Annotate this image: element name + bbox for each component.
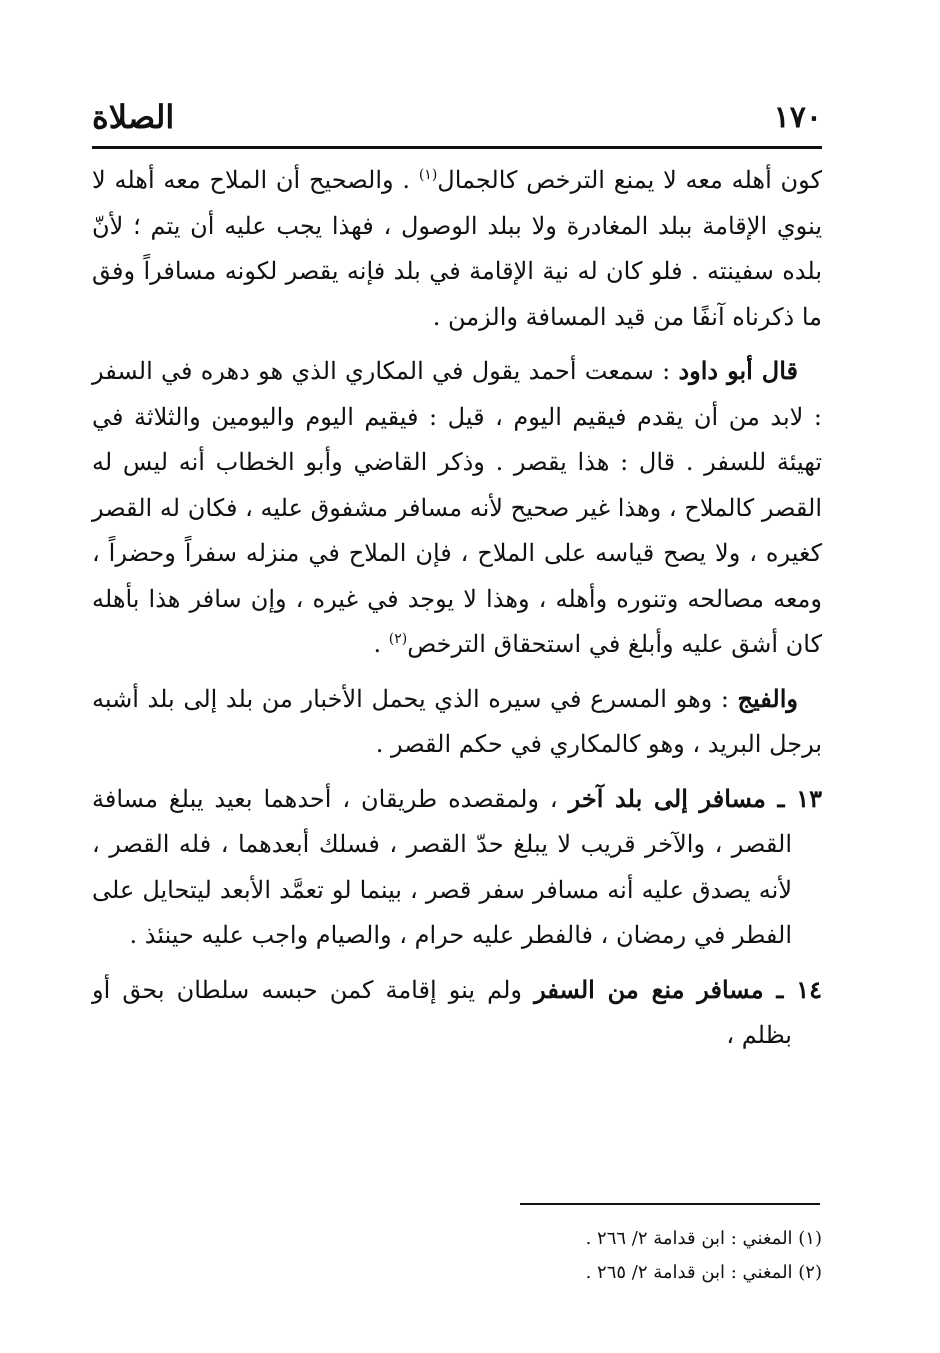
item-13-number: ١٣ ـ [777,783,822,813]
paragraph-2 [92,348,822,668]
item-14 [92,967,822,1059]
running-title: الصلاة [92,98,175,136]
footnote-separator [520,1203,820,1205]
item-13-text: ، ولمقصده طريقان ، أحدهما بعيد يبلغ مسافة القصر ، والآخر قريب لا يبلغ حدّ القصر ، فسلك أبعدهما ، فله القصر ، لأنه يصدق عليه أنه مسافر سفر قصر ، بينما لو تعمَّد الأبعد ليتحايل على الفطر في رمضان ، فالفطر عليه حرام ، والصيام واجب عليه حينئذ . [92,784,792,949]
main-text [92,158,822,1067]
item-13 [92,776,822,959]
paragraph-3 [92,676,822,768]
paragraph-3-lead: والفيج [737,683,798,713]
footnote-1: (١) المغني : ابن قدامة ٢/ ٢٦٦ . [585,1228,822,1249]
footnotes [322,1222,822,1290]
item-14-text: ولم ينو إقامة كمن حبسه سلطان بحق أو بظلم ، [92,975,792,1049]
header-rule [92,146,822,149]
paragraph-2-lead: قال أبو داود [678,356,798,385]
paragraph-1-rest: . والصحيح أن الملاح معه أهله لا ينوي الإقامة ببلد المغادرة ولا ببلد الوصول ، فهذا يجب عليه أن يتم ؛ لأنّ بلده سفينته . فلو كان له نية الإقامة في بلد فإنه يقصر لكونه مسافراً وفق ما ذكرناه آنفًا من قيد المسافة والزمن . [92,166,822,331]
item-13-lead: مسافر إلى بلد آخر [568,783,778,813]
footnote-ref-1[interactable]: (١) [418,167,438,183]
paragraph-1 [92,158,822,340]
paragraph-3-text: : وهو المسرع في سيره الذي يحمل الأخبار من بلد إلى بلد أشبه برجل البريد ، وهو كالمكاري في حكم القصر . [92,684,822,758]
paragraph-2-end: . [373,630,389,658]
footnote-ref-2[interactable]: (٢) [388,631,408,647]
item-14-number: ١٤ ـ [776,974,822,1004]
paragraph-1-text: كون أهله معه لا يمنع الترخص كالجمال [437,166,822,194]
page-header [92,92,822,148]
paragraph-2-text: : سمعت أحمد يقول في المكاري الذي هو دهره في السفر : لابد من أن يقدم فيقيم اليوم ، قيل : فيقيم اليوم واليومين والثلاثة في تهيئة للسفر . قال : هذا يقصر . وذكر القاضي وأبو الخطاب أنه ليس له القصر كالملاح ، وهذا غير صحيح لأنه مسافر مشفوق عليه ، فكان له القصر كغيره ، ولا يصح قياسه على الملاح ، فإن الملاح في منزله سفراً وحضراً ، ومعه مصالحه وتنوره وأهله ، وهذا لا يوجد في غيره ، وإن سافر هذا بأهله كان أشق عليه وأبلغ في استحقاق الترخص [92,357,823,658]
item-14-lead: مسافر منع من السفر [534,974,777,1004]
page-number: ١٧٠ [773,100,822,135]
footnote-2: (٢) المغني : ابن قدامة ٢/ ٢٦٥ . [585,1262,822,1283]
